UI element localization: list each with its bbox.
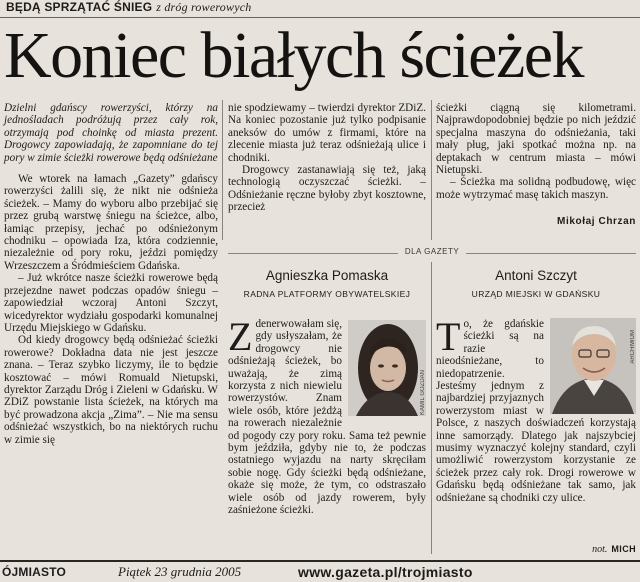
man-portrait-photo [550,318,636,414]
dropcap: Z [228,314,253,359]
footer-section: ÓJMIASTO [2,565,67,579]
opinion-1-role: RADNA PLATFORMY OBYWATELSKIEJ [243,289,411,299]
article-author: Mikołaj Chrzan [557,216,636,227]
opinion-text: o, że gdańskie ścieżki są na razie nieodśnieżane, to niedopatrzenie. Jesteśmy jednym z najbardziej przyjaznych rowerzystom miast w Polsce, z naszych doświadczeń korzystają inne samorządy. Dlatego jak najszybciej musimy wyznaczyć kolejny standard, czyli umożliwić rowerzystom korzystanie ze ścieżek przez cały rok. Drogi rowerowe w Gdańsku będą odśnieżane tak samo, jak odśnieżane są chodniki czy ulice. [436,318,636,504]
column-divider [222,100,223,240]
article-paragraph: Drogowcy zastanawiają się też, jaką technologią oczyszczać ścieżki. – Odśnieżanie ręczne byłoby zbyt kosztowne, przecież [228,164,426,214]
opinion-2-role: URZĄD MIEJSKI W GDAŃSKU [471,289,601,299]
opinion-text: denerwowałam się, gdy usłyszałam, że drogowcy nie odśnieżają ścieżek, bo uważają, że zimą korzysta z nich niewielu rowerzystów. Znam wiele osób, które jeżdżą na rowerach niezależnie od pogody czy pory roku. Sama też pewnie bym jeździła, gdyby nie to, że podczas ostatniego wyjazdu na narty skręciłam sobie nogę. Gdy ścieżki będą odśnieżane, okaże się może, że tym, co odstraszało wiele osób od jazdy rowerem, były zaśnieżone ścieżki. [228,318,426,517]
article-paragraph: nie spodziewamy – twierdzi dyrektor ZDiZ. Na koniec pozostanie już tylko podpisanie aneksów do umów z firmami, które na zlecenie miasta już teraz odśnieżają ulice i chodniki. [228,102,426,164]
article-column-3 [436,102,636,201]
opinion-1-text [228,314,426,517]
rule-line [466,253,636,254]
dla-gazety-label: DLA GAZETY [404,247,460,256]
kicker-bold: BĘDĄ SPRZĄTAĆ ŚNIEG [6,0,153,14]
dropcap: T [436,314,461,359]
opinion-note [560,544,636,555]
kicker-italic: z dróg rowerowych [156,0,252,14]
photo-credit: ARCHIWUM [630,330,636,364]
opinion-1-name: Agnieszka Pomaska [265,268,389,283]
footer-rule [0,560,640,562]
rule-line [228,253,398,254]
opinion-2-name: Antoni Szczyt [495,268,577,283]
note-label: not. [592,544,608,555]
opinion-2-text [436,314,636,504]
photo-credit: KAMIL GOZDAN [420,370,426,416]
woman-portrait-photo [348,320,426,416]
article-column-1 [4,102,218,446]
article-lead: Dzielni gdańscy rowerzyści, którzy na jednośladach podróżują przez cały rok, otrzymają pod choinkę od miasta prezent. Drogowcy zapowiadają, że zapomniane do tej pory w zimie ścieżki rowerowe będą odśnieżane [4,102,218,164]
note-author: MICH [611,544,636,554]
page-footer [0,563,640,582]
article-paragraph: – Już wkrótce nasze ścieżki rowerowe będą przejezdne nawet podczas opadów śniegu – zapowiedział wczoraj Antoni Szczyt, wicedyrektor wydziału gospodarki komunalnej Urzędu Miejskiego w Gdańsku. [4,272,218,334]
kicker-rule [0,17,640,18]
column-divider [431,100,432,240]
footer-date: Piątek 23 grudnia 2005 [118,564,242,579]
kicker [6,0,251,16]
article-column-2 [228,102,426,214]
footer-url: www.gazeta.pl/trojmiasto [298,564,473,580]
article-paragraph: ścieżki ciągną się kilometrami. Najprawdopodobniej będzie po nich jeździć specjalna maszyna do odśnieżania, taki mały pług, jaki spotkać można np. na deptakach w centrum miasta – mówi Nietupski. [436,102,636,177]
column-divider [431,262,432,554]
dla-gazety-rule [228,247,636,259]
article-paragraph: We wtorek na łamach „Gazety” gdańscy rowerzyści żalili się, że nikt nie odśnieża ścieżek. – Mamy do wyboru albo przebijać się przez grubą warstwę śniegu na ścieżce, albo, łamiąc przepisy, jechać po odśnieżonym chodniku – opowiada Iza, która codziennie, niezależnie od pory roku, jeździ pomiędzy Wrzeszczem a Śródmieściem Gdańska. [4,173,218,272]
article-paragraph: – Ścieżka ma solidną podbudowę, więc może wytrzymać masę takich maszyn. [436,176,636,201]
article-paragraph: Od kiedy drogowcy będą odśnieżać ścieżki rowerowe? Dokładna data nie jest jeszcze znana. – Teraz szybko liczymy, ile to będzie kosztować – mówi Romuald Nietupski, dyrektor Zarządu Dróg i Zieleni w Gdańsku. W ZDiZ powstanie lista ścieżek, na których ma być prowadzona akcja „Zima”. – Nie ma sensu odśnieżać wszystkich, bo na niektórych ruchu w zimie się [4,334,218,446]
headline: Koniec białych ścieżek [4,19,584,92]
